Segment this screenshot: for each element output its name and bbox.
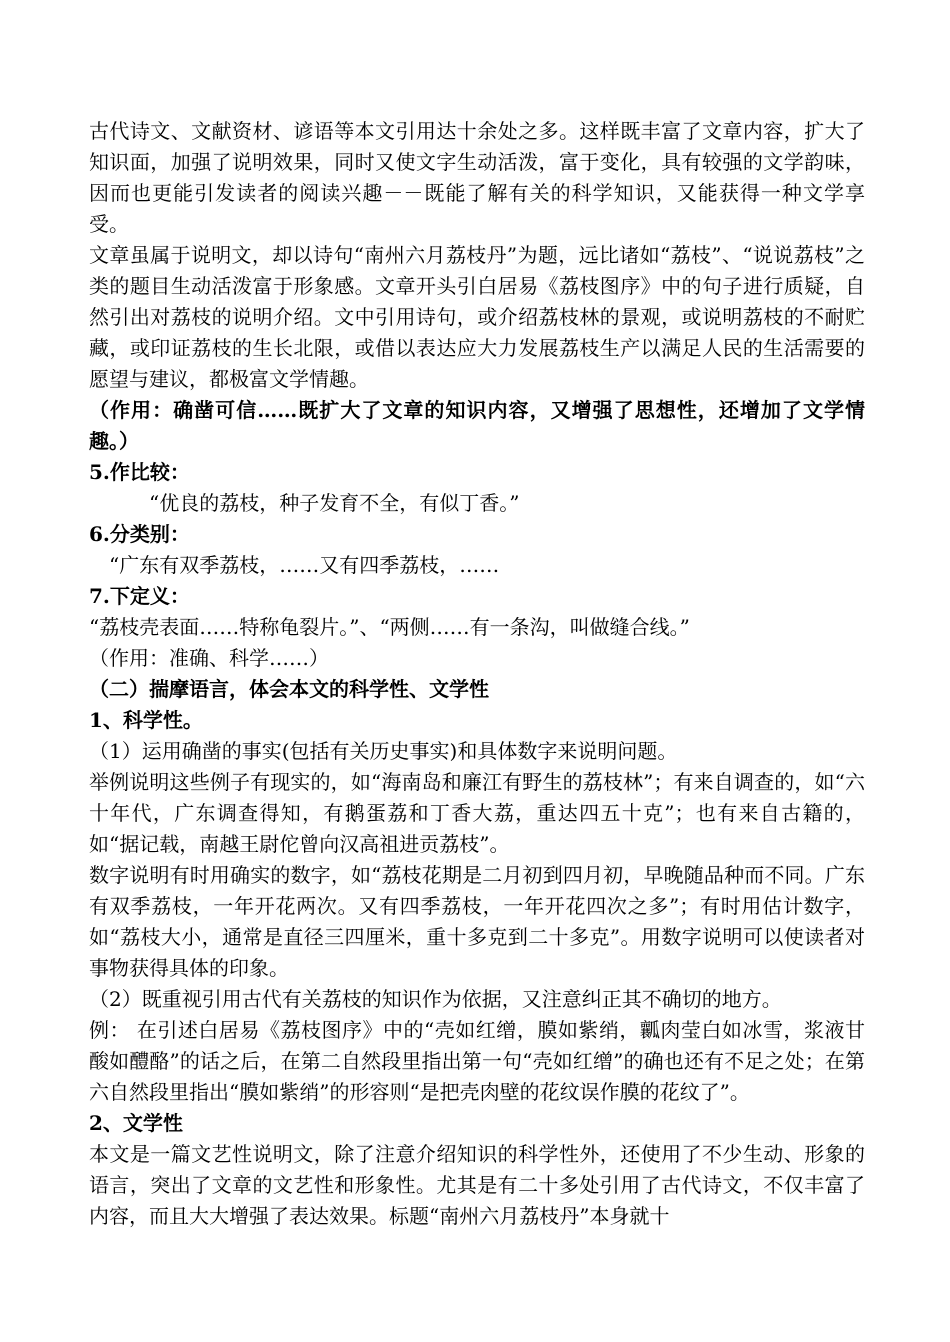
heading-comparison: 5.作比较： — [89, 460, 190, 484]
section-heading-language: （二）揣摩语言，体会本文的科学性、文学性 — [89, 677, 489, 701]
document-page — [89, 116, 865, 1232]
heading-definition: 7.下定义： — [89, 584, 190, 608]
paragraph-citation-effect: 古代诗文、文献资材、谚语等本文引用达十余处之多。这样既丰富了文章内容，扩大了知识面，加强了说明效果，同时又使文字生动活泼，富于变化，具有较强的文学韵味，因而也更能引发读者的阅读兴趣－－既能了解有关的科学知识，又能获得一种文学享受。 — [89, 119, 865, 236]
heading-literary: 2、文学性 — [89, 1111, 183, 1135]
paragraph-examples: 举例说明这些例子有现实的，如“海南岛和廉江有野生的荔枝林”；有来自调查的，如“六十年代，广东调查得知，有鹅蛋荔和丁香大荔，重达四五十克”；也有来自古籍的，如“据记载，南越王尉佗曾向汉高祖进贡荔枝”。 — [89, 770, 865, 856]
paragraph-citation-function: （作用：确凿可信……既扩大了文章的知识内容，又增强了思想性，还增加了文学情趣。） — [89, 398, 865, 453]
paragraph-definition-function: （作用：准确、科学……） — [89, 646, 329, 670]
point-ancient-knowledge: （2）既重视引用古代有关荔枝的知识作为依据，又注意纠正其不确切的地方。 — [89, 987, 782, 1011]
quote-classification: “广东有双季荔枝，……又有四季荔枝，…… — [109, 553, 500, 577]
point-facts-numbers: （1）运用确凿的事实(包括有关历史事实)和具体数字来说明问题。 — [89, 739, 678, 763]
quote-definition: “荔枝壳表面……特称龟裂片。”、“两侧……有一条沟，叫做缝合线。” — [89, 615, 690, 639]
paragraph-numbers: 数字说明有时用确实的数字，如“荔枝花期是二月初到四月初，早晚随品种而不同。广东有双季荔枝，一年开花两次。又有四季荔枝，一年开花四次之多”；有时用估计数字，如“荔枝大小，通常是直径三四厘米，重十多克到二十多克”。用数字说明可以使读者对事物获得具体的印象。 — [89, 863, 865, 980]
heading-classification: 6.分类别： — [89, 522, 190, 546]
heading-scientific: 1、科学性。 — [89, 708, 203, 732]
paragraph-literary: 本文是一篇文艺性说明文，除了注意介绍知识的科学性外，还使用了不少生动、形象的语言，突出了文章的文艺性和形象性。尤其是有二十多处引用了古代诗文，不仅丰富了内容，而且大大增强了表达效果。标题“南州六月荔枝丹”本身就十 — [89, 1142, 865, 1228]
quote-comparison: “优良的荔枝，种子发育不全，有似丁香。” — [149, 491, 520, 515]
paragraph-example-baijuyi: 例： 在引述白居易《荔枝图序》中的“壳如红缯，膜如紫绡，瓤肉莹白如冰雪，浆液甘酸如醴酪”的话之后，在第二自然段里指出第一句“壳如红缯”的确也还有不足之处；在第六自然段里指出“膜如紫绡”的形容则“是把壳肉壁的花纹误作膜的花纹了”。 — [89, 1018, 865, 1104]
paragraph-title-analysis: 文章虽属于说明文，却以诗句“南州六月荔枝丹”为题，远比诸如“荔枝”、“说说荔枝”之类的题目生动活泼富于形象感。文章开头引白居易《荔枝图序》中的句子进行质疑，自然引出对荔枝的说明介绍。文中引用诗句，或介绍荔枝林的景观，或说明荔枝的不耐贮藏，或印证荔枝的生长北限，或借以表达应大力发展荔枝生产以满足人民的生活需要的愿望与建议，都极富文学情趣。 — [89, 243, 865, 391]
